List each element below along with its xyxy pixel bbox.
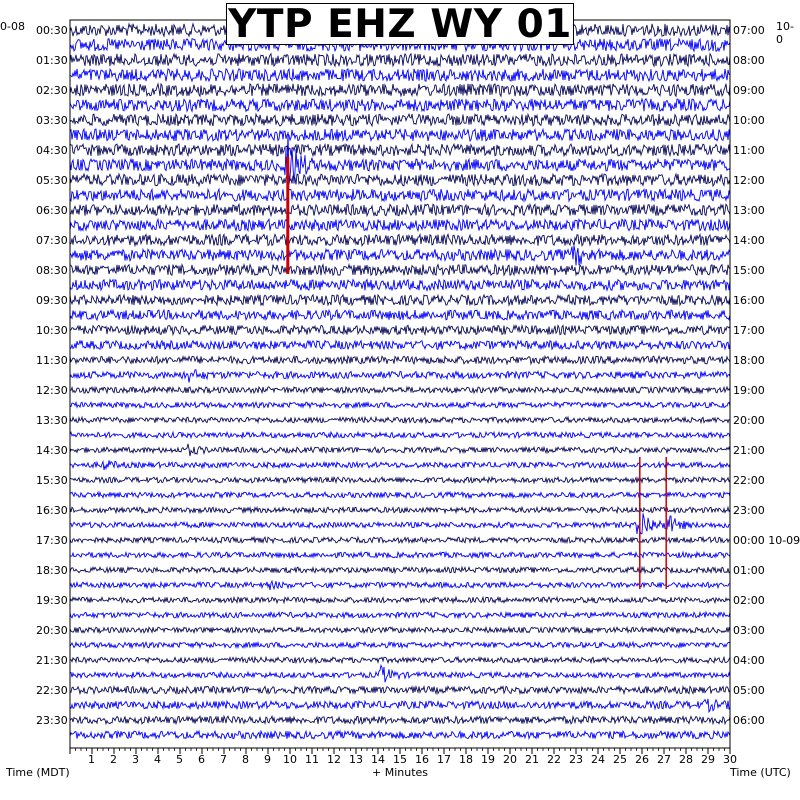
- left-time-label: 17:30: [36, 533, 68, 547]
- left-time-label: 18:30: [36, 563, 68, 577]
- x-tick-label: 17: [437, 753, 451, 766]
- x-tick-label: 9: [264, 753, 271, 766]
- left-time-label: 04:30: [36, 143, 68, 157]
- x-tick-label: 16: [415, 753, 429, 766]
- right-time-label: 05:00: [733, 683, 765, 697]
- left-time-label: 12:30: [36, 383, 68, 397]
- right-time-label: 09:00: [733, 83, 765, 97]
- x-tick-label: 10: [283, 753, 297, 766]
- right-time-label: 04:00: [733, 653, 765, 667]
- x-tick-label: 23: [569, 753, 583, 766]
- left-time-label: 09:30: [36, 293, 68, 307]
- x-tick-label: 24: [591, 753, 605, 766]
- right-time-label: 00:00 10-09: [733, 533, 800, 547]
- left-time-label: 22:30: [36, 683, 68, 697]
- x-tick-label: 20: [503, 753, 517, 766]
- right-axis-title: Time (UTC): [730, 766, 791, 779]
- right-time-label: 22:00: [733, 473, 765, 487]
- left-time-label: 19:30: [36, 593, 68, 607]
- x-tick-label: 6: [198, 753, 205, 766]
- right-time-label: 21:00: [733, 443, 765, 457]
- right-time-label: 06:00: [733, 713, 765, 727]
- left-time-label: 16:30: [36, 503, 68, 517]
- left-time-label: 07:30: [36, 233, 68, 247]
- left-time-label: 02:30: [36, 83, 68, 97]
- x-tick-label: 14: [371, 753, 385, 766]
- left-time-label: 10:30: [36, 323, 68, 337]
- right-time-label: 08:00: [733, 53, 765, 67]
- right-time-label: 17:00: [733, 323, 765, 337]
- right-time-label: 07:00: [733, 23, 765, 37]
- x-tick-label: 11: [305, 753, 319, 766]
- x-tick-label: 25: [613, 753, 627, 766]
- left-axis-title: Time (MDT): [6, 766, 70, 779]
- left-time-label: 23:30: [36, 713, 68, 727]
- x-tick-label: 15: [393, 753, 407, 766]
- left-time-label: 20:30: [36, 623, 68, 637]
- right-time-label: 14:00: [733, 233, 765, 247]
- x-tick-label: 4: [154, 753, 161, 766]
- x-tick-label: 29: [701, 753, 715, 766]
- right-time-label: 01:00: [733, 563, 765, 577]
- right-time-label: 02:00: [733, 593, 765, 607]
- x-tick-label: 18: [459, 753, 473, 766]
- left-time-label: 11:30: [36, 353, 68, 367]
- left-time-label: 15:30: [36, 473, 68, 487]
- right-time-label: 15:00: [733, 263, 765, 277]
- x-tick-label: 2: [110, 753, 117, 766]
- x-tick-label: 28: [679, 753, 693, 766]
- right-time-label: 16:00: [733, 293, 765, 307]
- left-time-label: 05:30: [36, 173, 68, 187]
- x-tick-label: 5: [176, 753, 183, 766]
- top-left-date: 0-08: [0, 20, 25, 33]
- x-tick-label: 13: [349, 753, 363, 766]
- right-time-label: 03:00: [733, 623, 765, 637]
- right-time-label: 19:00: [733, 383, 765, 397]
- x-tick-label: 1: [88, 753, 95, 766]
- left-time-label: 03:30: [36, 113, 68, 127]
- x-tick-label: 30: [723, 753, 737, 766]
- left-time-label: 01:30: [36, 53, 68, 67]
- right-time-label: 13:00: [733, 203, 765, 217]
- left-time-label: 21:30: [36, 653, 68, 667]
- right-time-label: 18:00: [733, 353, 765, 367]
- x-tick-label: 7: [220, 753, 227, 766]
- x-tick-label: 3: [132, 753, 139, 766]
- right-time-label: 20:00: [733, 413, 765, 427]
- top-right-date: 10-0: [776, 20, 794, 46]
- left-time-label: 06:30: [36, 203, 68, 217]
- x-tick-label: 27: [657, 753, 671, 766]
- left-time-label: 00:30: [36, 23, 68, 37]
- left-time-label: 08:30: [36, 263, 68, 277]
- x-tick-label: 19: [481, 753, 495, 766]
- center-axis-title: + Minutes: [372, 766, 429, 779]
- x-tick-label: 12: [327, 753, 341, 766]
- right-time-label: 11:00: [733, 143, 765, 157]
- right-time-label: 23:00: [733, 503, 765, 517]
- right-time-label: 12:00: [733, 173, 765, 187]
- x-tick-label: 8: [242, 753, 249, 766]
- x-tick-label: 26: [635, 753, 649, 766]
- chart-title: YTP EHZ WY 01: [226, 3, 574, 45]
- left-time-label: 13:30: [36, 413, 68, 427]
- right-time-label: 10:00: [733, 113, 765, 127]
- left-time-label: 14:30: [36, 443, 68, 457]
- x-tick-label: 22: [547, 753, 561, 766]
- x-tick-label: 21: [525, 753, 539, 766]
